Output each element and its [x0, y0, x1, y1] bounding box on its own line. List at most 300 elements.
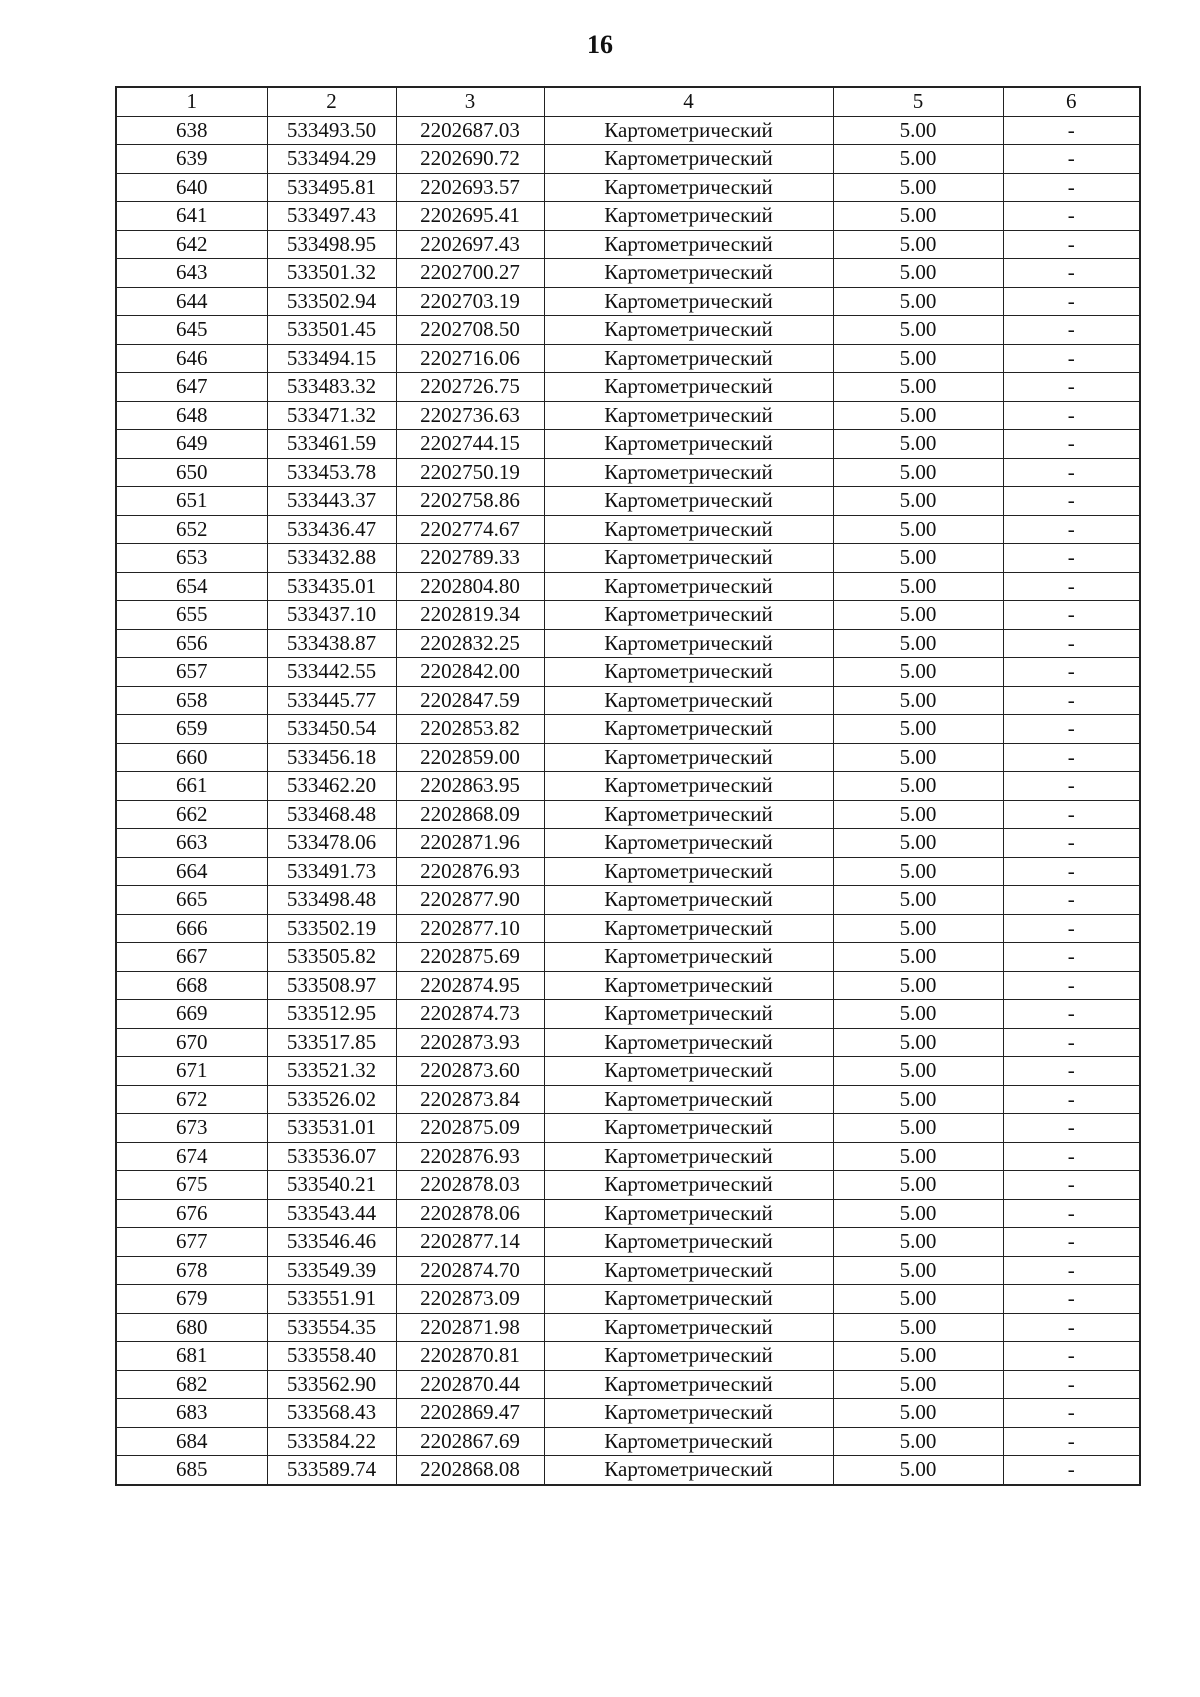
table-row — [116, 715, 1140, 744]
x-coordinate-cell: 533436.47 — [267, 515, 396, 544]
table-row — [116, 800, 1140, 829]
accuracy-cell: 5.00 — [833, 145, 1003, 174]
accuracy-cell: 5.00 — [833, 202, 1003, 231]
table-row — [116, 458, 1140, 487]
y-coordinate-cell: 2202871.98 — [396, 1313, 544, 1342]
accuracy-cell: 5.00 — [833, 1142, 1003, 1171]
table-row — [116, 430, 1140, 459]
y-coordinate-cell: 2202877.10 — [396, 914, 544, 943]
x-coordinate-cell: 533445.77 — [267, 686, 396, 715]
accuracy-cell: 5.00 — [833, 287, 1003, 316]
y-coordinate-cell: 2202873.93 — [396, 1028, 544, 1057]
y-coordinate-cell: 2202736.63 — [396, 401, 544, 430]
accuracy-cell: 5.00 — [833, 1427, 1003, 1456]
x-coordinate-cell: 533442.55 — [267, 658, 396, 687]
table-row — [116, 373, 1140, 402]
note-cell: - — [1003, 1342, 1140, 1371]
x-coordinate-cell: 533562.90 — [267, 1370, 396, 1399]
note-cell: - — [1003, 1285, 1140, 1314]
point-number-cell: 674 — [116, 1142, 267, 1171]
page-number: 16 — [587, 30, 613, 59]
note-cell: - — [1003, 1171, 1140, 1200]
note-cell: - — [1003, 658, 1140, 687]
accuracy-cell: 5.00 — [833, 1171, 1003, 1200]
method-cell: Картометрический — [544, 515, 833, 544]
point-number-cell: 685 — [116, 1456, 267, 1485]
table-row — [116, 686, 1140, 715]
note-cell: - — [1003, 1456, 1140, 1485]
point-number-cell: 640 — [116, 173, 267, 202]
note-cell: - — [1003, 430, 1140, 459]
table-row — [116, 116, 1140, 145]
point-number-cell: 651 — [116, 487, 267, 516]
y-coordinate-cell: 2202842.00 — [396, 658, 544, 687]
point-number-cell: 684 — [116, 1427, 267, 1456]
y-coordinate-cell: 2202863.95 — [396, 772, 544, 801]
note-cell: - — [1003, 1313, 1140, 1342]
table-row — [116, 1085, 1140, 1114]
x-coordinate-cell: 533437.10 — [267, 601, 396, 630]
x-coordinate-cell: 533540.21 — [267, 1171, 396, 1200]
point-number-cell: 638 — [116, 116, 267, 145]
accuracy-cell: 5.00 — [833, 743, 1003, 772]
table-row — [116, 1456, 1140, 1485]
point-number-cell: 664 — [116, 857, 267, 886]
note-cell: - — [1003, 116, 1140, 145]
y-coordinate-cell: 2202871.96 — [396, 829, 544, 858]
note-cell: - — [1003, 1057, 1140, 1086]
note-cell: - — [1003, 914, 1140, 943]
method-cell: Картометрический — [544, 1456, 833, 1485]
method-cell: Картометрический — [544, 430, 833, 459]
accuracy-cell: 5.00 — [833, 800, 1003, 829]
method-cell: Картометрический — [544, 116, 833, 145]
note-cell: - — [1003, 1399, 1140, 1428]
note-cell: - — [1003, 316, 1140, 345]
x-coordinate-cell: 533435.01 — [267, 572, 396, 601]
table-row — [116, 1028, 1140, 1057]
table-row — [116, 629, 1140, 658]
table-header — [116, 87, 1140, 116]
y-coordinate-cell: 2202870.81 — [396, 1342, 544, 1371]
method-cell: Картометрический — [544, 1399, 833, 1428]
accuracy-cell: 5.00 — [833, 515, 1003, 544]
accuracy-cell: 5.00 — [833, 715, 1003, 744]
x-coordinate-cell: 533443.37 — [267, 487, 396, 516]
method-cell: Картометрический — [544, 1427, 833, 1456]
table-row — [116, 1199, 1140, 1228]
y-coordinate-cell: 2202876.93 — [396, 1142, 544, 1171]
y-coordinate-cell: 2202789.33 — [396, 544, 544, 573]
x-coordinate-cell: 533526.02 — [267, 1085, 396, 1114]
x-coordinate-cell: 533549.39 — [267, 1256, 396, 1285]
x-coordinate-cell: 533432.88 — [267, 544, 396, 573]
x-coordinate-cell: 533543.44 — [267, 1199, 396, 1228]
x-coordinate-cell: 533546.46 — [267, 1228, 396, 1257]
y-coordinate-cell: 2202700.27 — [396, 259, 544, 288]
y-coordinate-cell: 2202687.03 — [396, 116, 544, 145]
table-row — [116, 743, 1140, 772]
accuracy-cell: 5.00 — [833, 316, 1003, 345]
note-cell: - — [1003, 1000, 1140, 1029]
method-cell: Картометрический — [544, 1199, 833, 1228]
method-cell: Картометрический — [544, 1342, 833, 1371]
table-row — [116, 202, 1140, 231]
method-cell: Картометрический — [544, 316, 833, 345]
y-coordinate-cell: 2202703.19 — [396, 287, 544, 316]
x-coordinate-cell: 533497.43 — [267, 202, 396, 231]
method-cell: Картометрический — [544, 1313, 833, 1342]
y-coordinate-cell: 2202873.09 — [396, 1285, 544, 1314]
table-row — [116, 971, 1140, 1000]
x-coordinate-cell: 533584.22 — [267, 1427, 396, 1456]
x-coordinate-cell: 533491.73 — [267, 857, 396, 886]
point-number-cell: 639 — [116, 145, 267, 174]
accuracy-cell: 5.00 — [833, 1313, 1003, 1342]
x-coordinate-cell: 533501.32 — [267, 259, 396, 288]
table-row — [116, 287, 1140, 316]
method-cell: Картометрический — [544, 829, 833, 858]
note-cell: - — [1003, 629, 1140, 658]
point-number-cell: 642 — [116, 230, 267, 259]
accuracy-cell: 5.00 — [833, 1285, 1003, 1314]
note-cell: - — [1003, 943, 1140, 972]
point-number-cell: 681 — [116, 1342, 267, 1371]
x-coordinate-cell: 533461.59 — [267, 430, 396, 459]
x-coordinate-cell: 533456.18 — [267, 743, 396, 772]
y-coordinate-cell: 2202876.93 — [396, 857, 544, 886]
y-coordinate-cell: 2202744.15 — [396, 430, 544, 459]
point-number-cell: 643 — [116, 259, 267, 288]
method-cell: Картометрический — [544, 230, 833, 259]
y-coordinate-cell: 2202695.41 — [396, 202, 544, 231]
note-cell: - — [1003, 715, 1140, 744]
accuracy-cell: 5.00 — [833, 487, 1003, 516]
x-coordinate-cell: 533502.94 — [267, 287, 396, 316]
table-row — [116, 1114, 1140, 1143]
method-cell: Картометрический — [544, 1171, 833, 1200]
note-cell: - — [1003, 829, 1140, 858]
point-number-cell: 660 — [116, 743, 267, 772]
y-coordinate-cell: 2202878.03 — [396, 1171, 544, 1200]
note-cell: - — [1003, 772, 1140, 801]
note-cell: - — [1003, 572, 1140, 601]
method-cell: Картометрический — [544, 373, 833, 402]
table-row — [116, 344, 1140, 373]
accuracy-cell: 5.00 — [833, 1399, 1003, 1428]
table-row — [116, 772, 1140, 801]
point-number-cell: 649 — [116, 430, 267, 459]
column-header-3: 3 — [396, 87, 544, 116]
note-cell: - — [1003, 287, 1140, 316]
accuracy-cell: 5.00 — [833, 1199, 1003, 1228]
x-coordinate-cell: 533536.07 — [267, 1142, 396, 1171]
y-coordinate-cell: 2202870.44 — [396, 1370, 544, 1399]
point-number-cell: 666 — [116, 914, 267, 943]
accuracy-cell: 5.00 — [833, 430, 1003, 459]
x-coordinate-cell: 533494.29 — [267, 145, 396, 174]
table-row — [116, 1342, 1140, 1371]
x-coordinate-cell: 533589.74 — [267, 1456, 396, 1485]
method-cell: Картометрический — [544, 1000, 833, 1029]
point-number-cell: 647 — [116, 373, 267, 402]
y-coordinate-cell: 2202873.60 — [396, 1057, 544, 1086]
table-row — [116, 1285, 1140, 1314]
method-cell: Картометрический — [544, 886, 833, 915]
method-cell: Картометрический — [544, 572, 833, 601]
method-cell: Картометрический — [544, 259, 833, 288]
note-cell: - — [1003, 857, 1140, 886]
point-number-cell: 648 — [116, 401, 267, 430]
point-number-cell: 653 — [116, 544, 267, 573]
accuracy-cell: 5.00 — [833, 173, 1003, 202]
accuracy-cell: 5.00 — [833, 1085, 1003, 1114]
table-row — [116, 544, 1140, 573]
accuracy-cell: 5.00 — [833, 601, 1003, 630]
table-row — [116, 1000, 1140, 1029]
accuracy-cell: 5.00 — [833, 344, 1003, 373]
y-coordinate-cell: 2202874.70 — [396, 1256, 544, 1285]
note-cell: - — [1003, 1142, 1140, 1171]
accuracy-cell: 5.00 — [833, 373, 1003, 402]
table-row — [116, 1142, 1140, 1171]
y-coordinate-cell: 2202716.06 — [396, 344, 544, 373]
note-cell: - — [1003, 1228, 1140, 1257]
table-row — [116, 1313, 1140, 1342]
table-row — [116, 572, 1140, 601]
note-cell: - — [1003, 230, 1140, 259]
table-row — [116, 829, 1140, 858]
accuracy-cell: 5.00 — [833, 829, 1003, 858]
method-cell: Картометрический — [544, 658, 833, 687]
point-number-cell: 678 — [116, 1256, 267, 1285]
x-coordinate-cell: 533551.91 — [267, 1285, 396, 1314]
note-cell: - — [1003, 173, 1140, 202]
accuracy-cell: 5.00 — [833, 230, 1003, 259]
method-cell: Картометрический — [544, 601, 833, 630]
point-number-cell: 662 — [116, 800, 267, 829]
y-coordinate-cell: 2202874.73 — [396, 1000, 544, 1029]
note-cell: - — [1003, 259, 1140, 288]
note-cell: - — [1003, 1427, 1140, 1456]
accuracy-cell: 5.00 — [833, 1114, 1003, 1143]
table-row — [116, 1399, 1140, 1428]
point-number-cell: 655 — [116, 601, 267, 630]
x-coordinate-cell: 533478.06 — [267, 829, 396, 858]
table-row — [116, 1370, 1140, 1399]
note-cell: - — [1003, 1114, 1140, 1143]
accuracy-cell: 5.00 — [833, 458, 1003, 487]
accuracy-cell: 5.00 — [833, 116, 1003, 145]
note-cell: - — [1003, 1085, 1140, 1114]
x-coordinate-cell: 533498.48 — [267, 886, 396, 915]
accuracy-cell: 5.00 — [833, 971, 1003, 1000]
note-cell: - — [1003, 344, 1140, 373]
method-cell: Картометрический — [544, 1285, 833, 1314]
y-coordinate-cell: 2202875.09 — [396, 1114, 544, 1143]
y-coordinate-cell: 2202750.19 — [396, 458, 544, 487]
accuracy-cell: 5.00 — [833, 686, 1003, 715]
accuracy-cell: 5.00 — [833, 572, 1003, 601]
y-coordinate-cell: 2202774.67 — [396, 515, 544, 544]
method-cell: Картометрический — [544, 743, 833, 772]
note-cell: - — [1003, 515, 1140, 544]
point-number-cell: 657 — [116, 658, 267, 687]
accuracy-cell: 5.00 — [833, 1057, 1003, 1086]
method-cell: Картометрический — [544, 1256, 833, 1285]
method-cell: Картометрический — [544, 344, 833, 373]
column-header-1: 1 — [116, 87, 267, 116]
table-row — [116, 487, 1140, 516]
accuracy-cell: 5.00 — [833, 658, 1003, 687]
note-cell: - — [1003, 145, 1140, 174]
table-row — [116, 1228, 1140, 1257]
y-coordinate-cell: 2202847.59 — [396, 686, 544, 715]
point-number-cell: 683 — [116, 1399, 267, 1428]
accuracy-cell: 5.00 — [833, 629, 1003, 658]
note-cell: - — [1003, 886, 1140, 915]
method-cell: Картометрический — [544, 1028, 833, 1057]
note-cell: - — [1003, 373, 1140, 402]
method-cell: Картометрический — [544, 629, 833, 658]
table-row — [116, 259, 1140, 288]
y-coordinate-cell: 2202853.82 — [396, 715, 544, 744]
x-coordinate-cell: 533531.01 — [267, 1114, 396, 1143]
point-number-cell: 659 — [116, 715, 267, 744]
table-row — [116, 401, 1140, 430]
x-coordinate-cell: 533453.78 — [267, 458, 396, 487]
table-row — [116, 658, 1140, 687]
x-coordinate-cell: 533501.45 — [267, 316, 396, 345]
y-coordinate-cell: 2202697.43 — [396, 230, 544, 259]
method-cell: Картометрический — [544, 1370, 833, 1399]
note-cell: - — [1003, 1370, 1140, 1399]
method-cell: Картометрический — [544, 202, 833, 231]
point-number-cell: 677 — [116, 1228, 267, 1257]
accuracy-cell: 5.00 — [833, 1456, 1003, 1485]
point-number-cell: 679 — [116, 1285, 267, 1314]
note-cell: - — [1003, 743, 1140, 772]
point-number-cell: 675 — [116, 1171, 267, 1200]
y-coordinate-cell: 2202859.00 — [396, 743, 544, 772]
method-cell: Картометрический — [544, 1085, 833, 1114]
accuracy-cell: 5.00 — [833, 772, 1003, 801]
x-coordinate-cell: 533471.32 — [267, 401, 396, 430]
accuracy-cell: 5.00 — [833, 401, 1003, 430]
method-cell: Картометрический — [544, 772, 833, 801]
y-coordinate-cell: 2202877.90 — [396, 886, 544, 915]
table-row — [116, 601, 1140, 630]
x-coordinate-cell: 533495.81 — [267, 173, 396, 202]
point-number-cell: 671 — [116, 1057, 267, 1086]
point-number-cell: 670 — [116, 1028, 267, 1057]
x-coordinate-cell: 533450.54 — [267, 715, 396, 744]
method-cell: Картометрический — [544, 914, 833, 943]
point-number-cell: 667 — [116, 943, 267, 972]
note-cell: - — [1003, 800, 1140, 829]
method-cell: Картометрический — [544, 173, 833, 202]
note-cell: - — [1003, 401, 1140, 430]
note-cell: - — [1003, 1256, 1140, 1285]
x-coordinate-cell: 533568.43 — [267, 1399, 396, 1428]
method-cell: Картометрический — [544, 287, 833, 316]
y-coordinate-cell: 2202873.84 — [396, 1085, 544, 1114]
accuracy-cell: 5.00 — [833, 1000, 1003, 1029]
column-header-2: 2 — [267, 87, 396, 116]
accuracy-cell: 5.00 — [833, 1342, 1003, 1371]
method-cell: Картометрический — [544, 544, 833, 573]
method-cell: Картометрический — [544, 686, 833, 715]
column-header-5: 5 — [833, 87, 1003, 116]
column-header-4: 4 — [544, 87, 833, 116]
table-row — [116, 943, 1140, 972]
point-number-cell: 668 — [116, 971, 267, 1000]
note-cell: - — [1003, 458, 1140, 487]
note-cell: - — [1003, 601, 1140, 630]
y-coordinate-cell: 2202877.14 — [396, 1228, 544, 1257]
y-coordinate-cell: 2202832.25 — [396, 629, 544, 658]
table-row — [116, 230, 1140, 259]
x-coordinate-cell: 533521.32 — [267, 1057, 396, 1086]
table-row — [116, 1057, 1140, 1086]
point-number-cell: 641 — [116, 202, 267, 231]
x-coordinate-cell: 533502.19 — [267, 914, 396, 943]
x-coordinate-cell: 533438.87 — [267, 629, 396, 658]
header-row — [116, 87, 1140, 116]
y-coordinate-cell: 2202726.75 — [396, 373, 544, 402]
method-cell: Картометрический — [544, 458, 833, 487]
y-coordinate-cell: 2202819.34 — [396, 601, 544, 630]
table-row — [116, 316, 1140, 345]
point-number-cell: 672 — [116, 1085, 267, 1114]
table-row — [116, 886, 1140, 915]
method-cell: Картометрический — [544, 1057, 833, 1086]
method-cell: Картометрический — [544, 971, 833, 1000]
method-cell: Картометрический — [544, 800, 833, 829]
point-number-cell: 663 — [116, 829, 267, 858]
x-coordinate-cell: 533512.95 — [267, 1000, 396, 1029]
point-number-cell: 682 — [116, 1370, 267, 1399]
point-number-cell: 661 — [116, 772, 267, 801]
method-cell: Картометрический — [544, 401, 833, 430]
x-coordinate-cell: 533558.40 — [267, 1342, 396, 1371]
x-coordinate-cell: 533494.15 — [267, 344, 396, 373]
note-cell: - — [1003, 971, 1140, 1000]
x-coordinate-cell: 533493.50 — [267, 116, 396, 145]
method-cell: Картометрический — [544, 1142, 833, 1171]
y-coordinate-cell: 2202690.72 — [396, 145, 544, 174]
accuracy-cell: 5.00 — [833, 886, 1003, 915]
column-header-6: 6 — [1003, 87, 1140, 116]
accuracy-cell: 5.00 — [833, 943, 1003, 972]
method-cell: Картометрический — [544, 857, 833, 886]
coordinates-table — [115, 86, 1141, 1486]
y-coordinate-cell: 2202874.95 — [396, 971, 544, 1000]
x-coordinate-cell: 533517.85 — [267, 1028, 396, 1057]
y-coordinate-cell: 2202708.50 — [396, 316, 544, 345]
table-row — [116, 914, 1140, 943]
table-body — [116, 116, 1140, 1485]
point-number-cell: 676 — [116, 1199, 267, 1228]
x-coordinate-cell: 533508.97 — [267, 971, 396, 1000]
note-cell: - — [1003, 202, 1140, 231]
y-coordinate-cell: 2202868.09 — [396, 800, 544, 829]
point-number-cell: 680 — [116, 1313, 267, 1342]
method-cell: Картометрический — [544, 943, 833, 972]
method-cell: Картометрический — [544, 145, 833, 174]
y-coordinate-cell: 2202867.69 — [396, 1427, 544, 1456]
table-row — [116, 515, 1140, 544]
